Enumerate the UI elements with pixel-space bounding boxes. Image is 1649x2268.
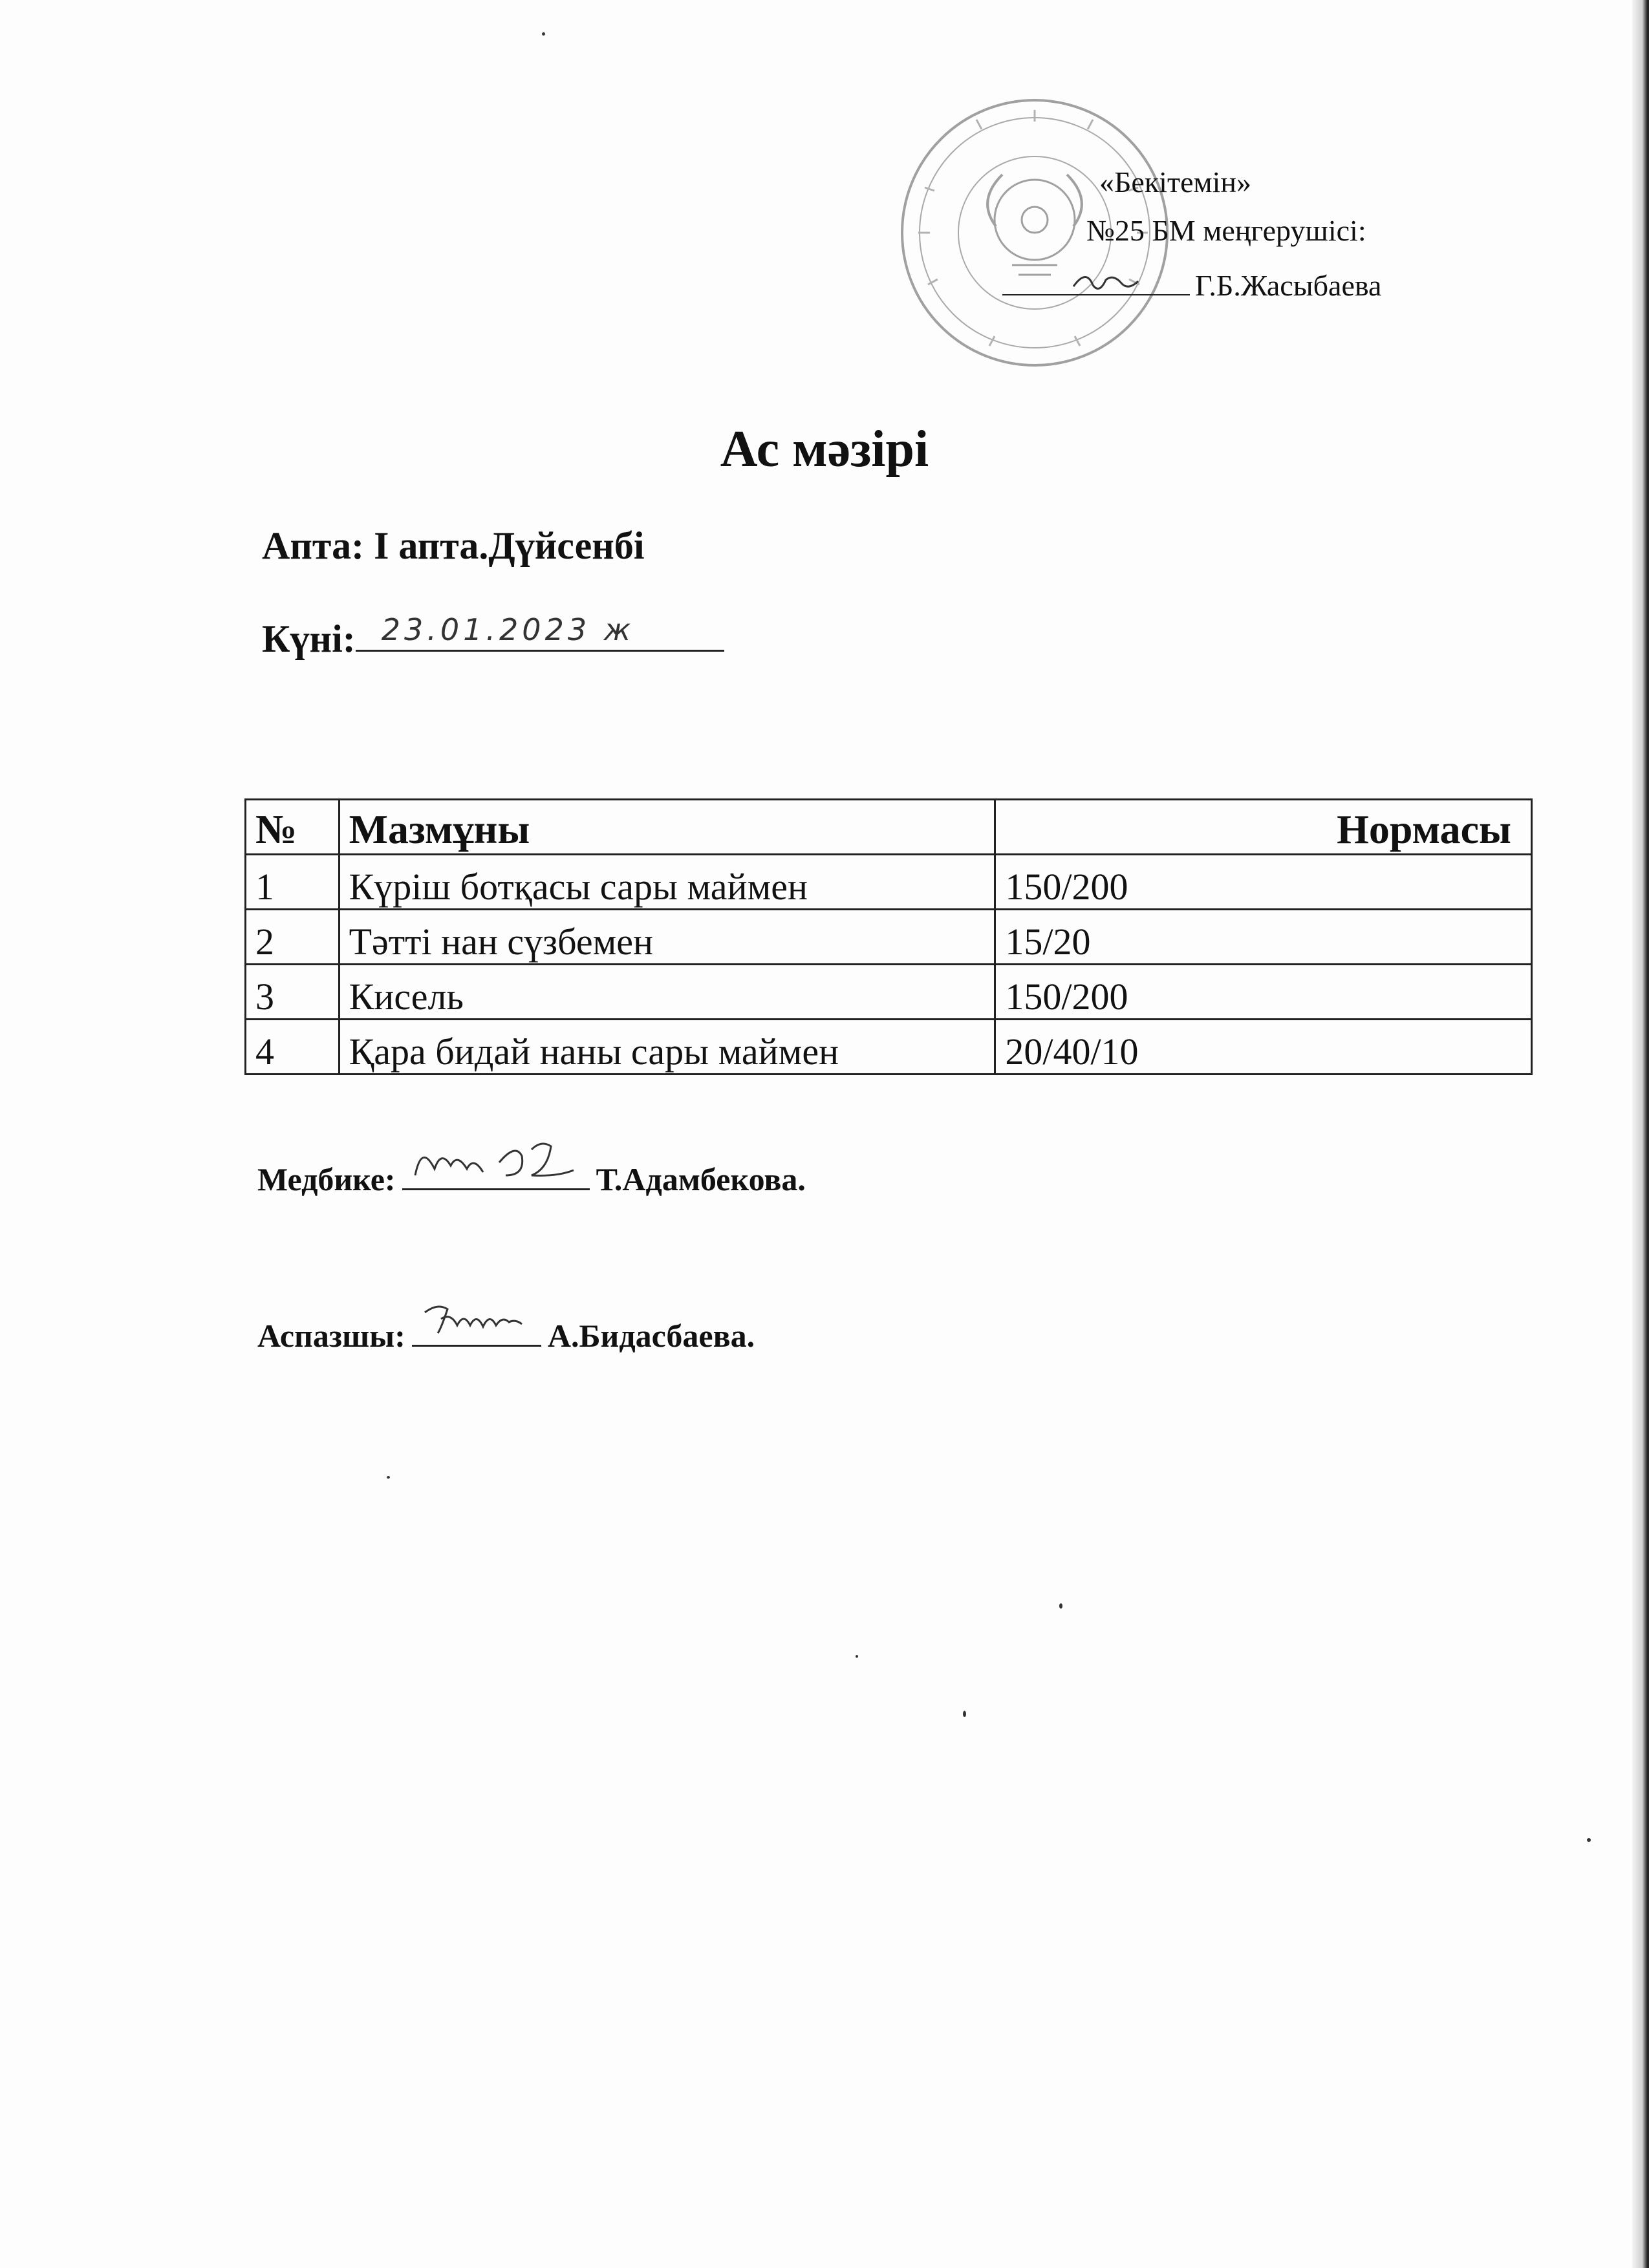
row-norm: 150/200 xyxy=(995,965,1532,1020)
header-norm: Нормасы xyxy=(995,800,1532,855)
head-signature xyxy=(1002,268,1190,295)
nurse-signature-row xyxy=(257,1156,806,1198)
scan-speck xyxy=(856,1655,858,1658)
row-content: Тәтті нан сүзбемен xyxy=(339,910,995,965)
row-number: 4 xyxy=(246,1020,339,1075)
header-content: Мазмұны xyxy=(339,800,995,855)
row-number: 2 xyxy=(246,910,339,965)
cook-signature-row xyxy=(257,1312,755,1354)
scan-speck xyxy=(1059,1603,1062,1609)
cook-signature-scribble xyxy=(412,1293,541,1345)
table-row xyxy=(246,1020,1532,1075)
date-field xyxy=(356,611,724,652)
date-label: Күні: xyxy=(262,617,356,660)
row-content: Күріш ботқасы сары маймен xyxy=(339,855,995,910)
scan-edge xyxy=(1632,0,1649,2268)
row-number: 3 xyxy=(246,965,339,1020)
approval-signature-row xyxy=(1002,268,1381,303)
scan-speck xyxy=(1587,1838,1591,1842)
date-line xyxy=(262,611,724,661)
row-norm: 150/200 xyxy=(995,855,1532,910)
table-row xyxy=(246,855,1532,910)
scan-speck xyxy=(387,1476,390,1479)
cook-name: А.Бидасбаева. xyxy=(547,1318,755,1354)
nurse-signature xyxy=(402,1156,590,1190)
date-value: 23.01.2023 ж xyxy=(381,612,635,647)
page-title: Ас мәзірі xyxy=(720,421,929,478)
cook-signature xyxy=(412,1312,541,1347)
row-norm: 20/40/10 xyxy=(995,1020,1532,1075)
scan-speck xyxy=(963,1711,966,1717)
table-row xyxy=(246,965,1532,1020)
header-number: № xyxy=(246,800,339,855)
row-content: Қара бидай наны сары маймен xyxy=(339,1020,995,1075)
head-signature-scribble xyxy=(1002,262,1190,301)
approval-heading: «Бекітемін» xyxy=(1099,166,1251,198)
approval-position: №25 БМ меңгерушісі: xyxy=(1086,214,1366,247)
row-norm: 15/20 xyxy=(995,910,1532,965)
table-header-row xyxy=(246,800,1532,855)
week-line: Апта: І апта.Дүйсенбі xyxy=(262,524,645,567)
row-content: Кисель xyxy=(339,965,995,1020)
nurse-label: Медбике: xyxy=(257,1161,396,1197)
menu-table xyxy=(244,798,1533,1075)
nurse-signature-scribble xyxy=(402,1137,590,1188)
scan-speck xyxy=(542,32,545,36)
cook-label: Аспазшы: xyxy=(257,1318,405,1354)
nurse-name: Т.Адамбекова. xyxy=(596,1161,806,1197)
row-number: 1 xyxy=(246,855,339,910)
head-name: Г.Б.Жасыбаева xyxy=(1195,269,1382,302)
table-row xyxy=(246,910,1532,965)
